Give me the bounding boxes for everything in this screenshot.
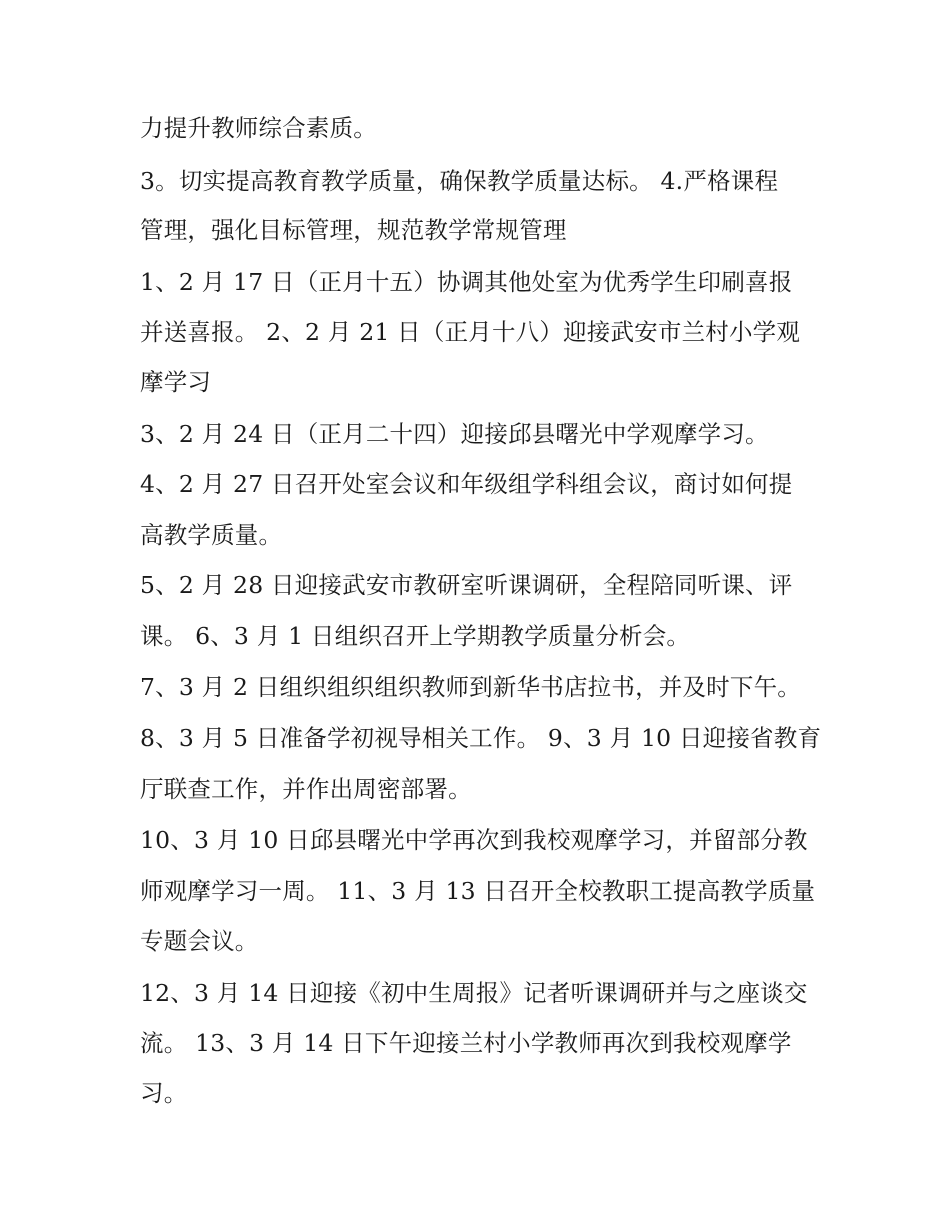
text-line: 力提升教师综合素质。 (140, 114, 377, 142)
text-line: 10、3 月 10 日邱县曙光中学再次到我校观摩学习，并留部分教 (140, 826, 808, 854)
text-line: 4、2 月 27 日召开处室会议和年级组学科组会议，商讨如何提 (140, 470, 793, 498)
text-line: 5、2 月 28 日迎接武安市教研室听课调研，全程陪同听课、评 (140, 571, 793, 599)
text-line: 摩学习 (140, 368, 212, 396)
text-line: 高教学质量。 (140, 521, 283, 549)
text-line: 并送喜报。 2、2 月 21 日（正月十八）迎接武安市兰村小学观 (140, 318, 801, 346)
text-line: 师观摩学习一周。 11、3 月 13 日召开全校教职工提高教学质量 (140, 877, 816, 905)
text-line: 12、3 月 14 日迎接《初中生周报》记者听课调研并与之座谈交 (140, 979, 808, 1007)
text-line: 课。 6、3 月 1 日组织召开上学期教学质量分析会。 (140, 622, 691, 650)
text-line: 厅联查工作，并作出周密部署。 (140, 775, 472, 803)
text-line: 3。切实提高教育教学质量，确保教学质量达标。 4.严格课程 (140, 167, 779, 195)
text-line: 流。 13、3 月 14 日下午迎接兰村小学教师再次到我校观摩学 (140, 1029, 792, 1057)
text-line: 专题会议。 (140, 927, 259, 955)
text-line: 1、2 月 17 日（正月十五）协调其他处室为优秀学生印刷喜报 (140, 268, 793, 296)
text-line: 管理，强化目标管理，规范教学常规管理 (140, 216, 567, 244)
text-line: 7、3 月 2 日组织组织组织教师到新华书店拉书，并及时下午。 (140, 673, 801, 701)
text-line: 8、3 月 5 日准备学初视导相关工作。 9、3 月 10 日迎接省教育 (140, 724, 822, 752)
text-line: 习。 (140, 1079, 188, 1107)
text-line: 3、2 月 24 日（正月二十四）迎接邱县曙光中学观摩学习。 (140, 420, 769, 448)
